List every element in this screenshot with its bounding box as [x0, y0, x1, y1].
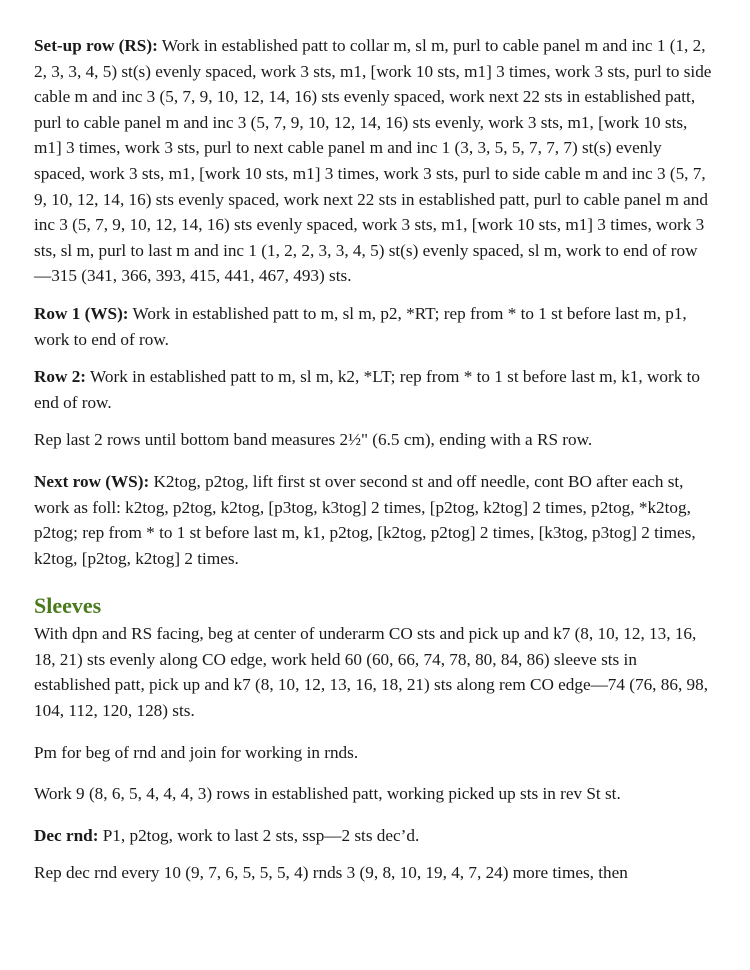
rep-dec-paragraph: Rep dec rnd every 10 (9, 7, 6, 5, 5, 5, 4) rnds 3 (9, 8, 10, 19, 4, 7, 24) more times, then: [34, 863, 628, 883]
row-1-text: Work in established patt to m, sl m, p2, *RT; rep from * to 1 st before last m, p1, work to end of row.: [34, 303, 687, 349]
row-2-text: Work in established patt to m, sl m, k2, *LT; rep from * to 1 st before last m, k1, work to end of row.: [34, 367, 701, 412]
sleeves-work-paragraph: Work 9 (8, 6, 5, 4, 4, 4, 3) rows in established patt, working picked up sts in rev St st.: [34, 784, 621, 804]
dec-rnd-paragraph: [34, 823, 714, 849]
setup-row-text: Work in established patt to collar m, sl m, purl to cable panel m and inc 1 (1, 2, 2, 3, 3, 4, 5) st(s) evenly spaced, work 3 sts, m1, [work 10 sts, m1] 3 times, work 3 sts, purl to side cable m and inc 3 (5, 7, 9, 10, 12, 14, 16) sts evenly spaced, work next 22 sts in established patt, purl to cable panel m and inc 3 (5, 7, 9, 10, 12, 14, 16) sts evenly, work 3 sts, m1, [work 10 sts, m1] 3 times, work 3 sts, purl to next cable panel m and inc 1 (3, 3, 5, 5, 7, 7, 7) st(s) evenly spaced, work 3 sts, m1, [work 10 sts, m1] 3 times, work 3 sts, purl to side cable m and inc 3 (5, 7, 9, 10, 12, 14, 16) sts evenly spaced, work next 22 sts in established patt, purl to cable panel m and inc 3 (5, 7, 9, 10, 12, 14, 16) sts evenly spaced, work 3 sts, m1, [work 10 sts, m1] 3 times, work 3 sts, sl m, purl to last m and inc 1 (1, 2, 2, 3, 3, 4, 5) st(s) evenly spaced, sl m, work to end of row—315 (341, 366, 393, 415, 441, 467, 493) sts.: [34, 36, 712, 286]
dec-rnd-label: Dec rnd:: [34, 825, 99, 845]
dec-rnd-text: P1, p2tog, work to last 2 sts, ssp—2 sts dec’d.: [98, 825, 420, 845]
row-2-label: Row 2:: [34, 367, 87, 387]
next-row-text: K2tog, p2tog, lift first st over second st and off needle, cont BO after each st, work as foll: k2tog, p2tog, k2tog, [p3tog, k3tog] 2 times, [p2tog, k2tog] 2 times, p2tog, *k2tog, p2tog; rep from * to 1 st before last m, k1, p2tog, [k2tog, p2tog] 2 times, [k3tog, p3tog] 2 times, k2tog, [p2tog, k2tog] 2 times.: [34, 471, 696, 568]
row-1-paragraph: [34, 301, 714, 352]
next-row-paragraph: [34, 469, 714, 571]
row-2-paragraph: [34, 364, 714, 415]
row-1-label: Row 1 (WS):: [34, 303, 129, 323]
sleeves-intro-paragraph: With dpn and RS facing, beg at center of underarm CO sts and pick up and k7 (8, 10, 12, 13, 16, 18, 21) sts evenly along CO edge, work held 60 (60, 66, 74, 78, 80, 84, 86) sleeve sts in established patt, pick up and k7 (8, 10, 12, 13, 16, 18, 21) sts along rem CO edge—74 (76, 86, 98, 104, 112, 120, 128) sts.: [34, 624, 709, 721]
sleeves-heading: Sleeves: [34, 593, 102, 619]
sleeves-pm-paragraph: Pm for beg of rnd and join for working in rnds.: [34, 742, 359, 762]
setup-row-label: Set-up row (RS):: [34, 36, 158, 55]
rep-rows-paragraph: Rep last 2 rows until bottom band measures 2½" (6.5 cm), ending with a RS row.: [34, 430, 593, 450]
setup-row-paragraph: [34, 33, 714, 289]
next-row-label: Next row (WS):: [34, 471, 150, 491]
